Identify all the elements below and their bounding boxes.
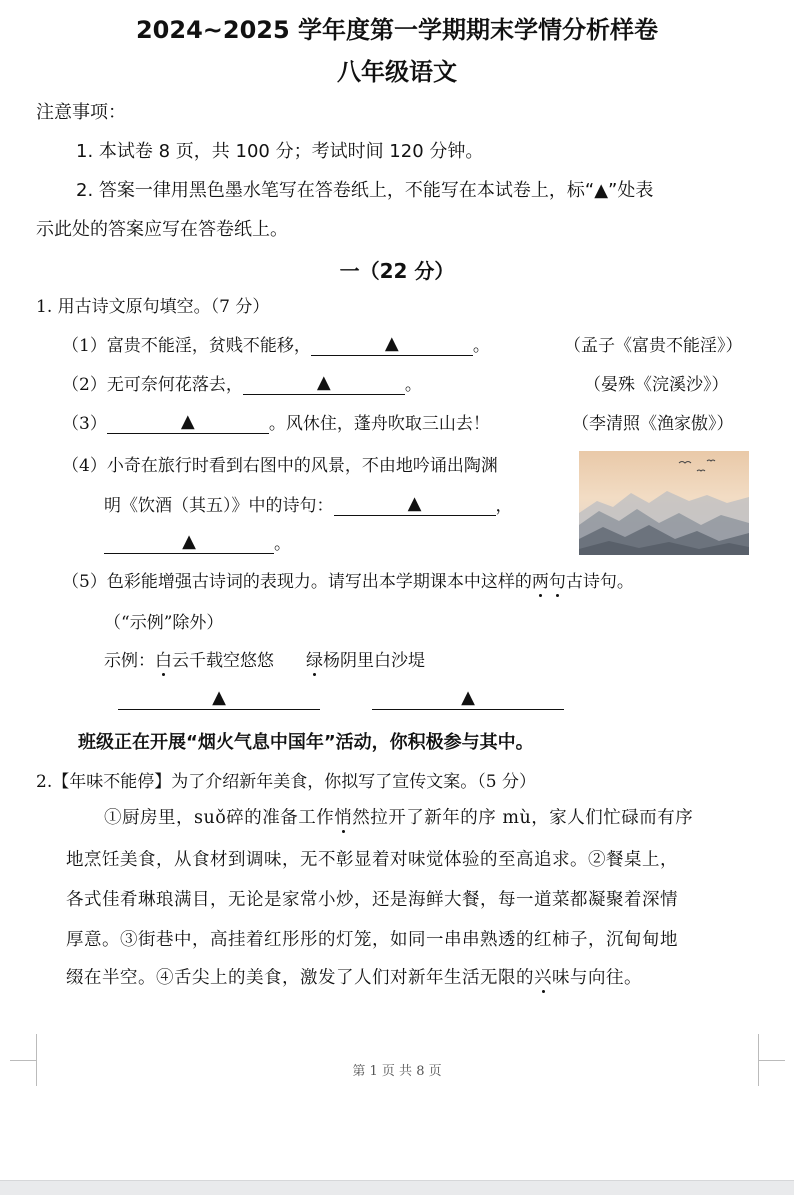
triangle-marker-icon: ▲ <box>182 531 196 552</box>
triangle-marker-icon: ▲ <box>407 493 422 514</box>
notice-item-1: 1. 本试卷 8 页，共 100 分；考试时间 120 分钟。 <box>76 141 484 162</box>
q1-sub5-text-a: （5）色彩能增强古诗词的表现力。请写出本学期课本中这样的 <box>62 572 532 592</box>
triangle-marker-icon: ▲ <box>212 687 226 708</box>
q2-passage-line5 <box>66 964 642 989</box>
q1-sub1-end: 。 <box>472 336 490 356</box>
answer-blank <box>372 687 564 710</box>
emphasis-char: 兴 <box>534 968 552 988</box>
q1-sub5-text-c: 古诗句。 <box>565 572 634 592</box>
answer-blank <box>104 531 274 554</box>
q1-sub4-end: 。 <box>274 534 291 554</box>
q1-sub1-text: （1）富贵不能淫，贫贱不能移， <box>62 336 311 356</box>
emphasis-char: 悄 <box>334 808 353 828</box>
q1-sub2-text: （2）无可奈何花落去， <box>62 375 243 395</box>
q2-passage-line1 <box>104 804 693 829</box>
q1-sub3 <box>62 409 490 434</box>
page-corner-mark <box>758 1034 785 1061</box>
q1-sub2-source: （晏殊《浣溪沙》） <box>584 375 729 395</box>
q1-sub2 <box>62 370 422 395</box>
answer-blank <box>118 687 320 710</box>
q2-p1-a: ①厨房里，suǒ碎的准备工作 <box>104 808 335 828</box>
q1-sub5-note: （“示例”除外） <box>104 613 224 633</box>
q1-sub5-line1 <box>62 567 634 592</box>
notice-heading: 注意事项： <box>36 102 126 123</box>
q2-p5-a: 缀在半空。④舌尖上的美食，激发了人们对新年生活无限的 <box>66 968 534 988</box>
q2-passage-line2: 地烹饪美食，从食材到调味，无不彰显着对味觉体验的至高追求。②餐桌上， <box>66 850 678 870</box>
example-2-rest: 杨阴里白沙堤 <box>323 651 425 671</box>
emphasis-char: 句 <box>548 572 566 592</box>
triangle-marker-icon: ▲ <box>461 687 475 708</box>
exam-subtitle: 八年级语文 <box>337 58 457 86</box>
example-label: 示例： <box>104 651 155 671</box>
page-corner-mark <box>10 1034 37 1061</box>
emphasis-char: 两 <box>531 572 549 592</box>
mountain-landscape-image <box>579 451 749 555</box>
q1-sub4-line2 <box>104 491 513 516</box>
mountain-landscape-illustration <box>579 451 749 555</box>
q1-sub2-end: 。 <box>404 375 422 395</box>
answer-blank <box>311 333 473 356</box>
emphasis-char: 白 <box>155 651 172 671</box>
q1-sub5-answers <box>118 687 564 710</box>
q2-stem: 2.【年味不能停】为了介绍新年美食，你拟写了宣传文案。（5 分） <box>36 772 536 792</box>
answer-blank <box>243 372 405 395</box>
q1-sub4-line2-text: 明《饮酒（其五）》中的诗句： <box>104 496 334 516</box>
window-bottom-bar <box>0 1180 794 1195</box>
q1-sub3-source: （李清照《渔家傲》） <box>572 414 734 434</box>
q2-p5-b: 味与向往。 <box>552 968 642 988</box>
q1-sub4-line3 <box>104 529 291 554</box>
answer-blank <box>107 411 269 434</box>
q1-sub5-example <box>104 646 425 671</box>
triangle-marker-icon: ▲ <box>384 333 399 354</box>
answer-blank <box>334 493 496 516</box>
triangle-marker-icon: ▲ <box>180 411 195 432</box>
q1-sub3-text: （3） <box>62 414 107 434</box>
q2-p1-b: 然拉开了新年的序 mù，家人们忙碌而有序 <box>352 808 694 828</box>
exam-title: 2024~2025 学年度第一学期期末学情分析样卷 <box>135 16 659 44</box>
triangle-marker-icon: ▲ <box>316 372 331 393</box>
section-1-title: 一（22 分） <box>339 259 455 283</box>
emphasis-char: 绿 <box>306 651 323 671</box>
notice-item-2-line-2: 示此处的答案应写在答卷纸上。 <box>36 219 288 240</box>
q1-sub4-comma: ， <box>495 496 513 516</box>
q1-stem: 1. 用古诗文原句填空。（7 分） <box>36 297 270 317</box>
page-number: 第 1 页 共 8 页 <box>352 1064 442 1079</box>
notice-item-2-line-1: 2. 答案一律用黑色墨水笔写在答卷纸上，不能写在本试卷上，标“▲”处表 <box>76 180 654 201</box>
q2-passage-line3: 各式佳肴琳琅满目，无论是家常小炒，还是海鲜大餐，每一道菜都凝聚着深情 <box>66 890 678 910</box>
q1-sub1 <box>62 331 490 356</box>
activity-intro: 班级正在开展“烟火气息中国年”活动，你积极参与其中。 <box>78 732 534 753</box>
q1-sub1-source: （孟子《富贵不能淫》） <box>564 336 743 356</box>
q2-passage-line4: 厚意。③街巷中，高挂着红彤彤的灯笼，如同一串串熟透的红柿子，沉甸甸地 <box>66 930 678 950</box>
q1-sub4-line1: （4）小奇在旅行时看到右图中的风景，不由地吟诵出陶渊 <box>62 456 498 476</box>
q1-sub3-end: 。风休住，蓬舟吹取三山去！ <box>268 414 490 434</box>
example-1-rest: 云千载空悠悠 <box>172 651 274 671</box>
